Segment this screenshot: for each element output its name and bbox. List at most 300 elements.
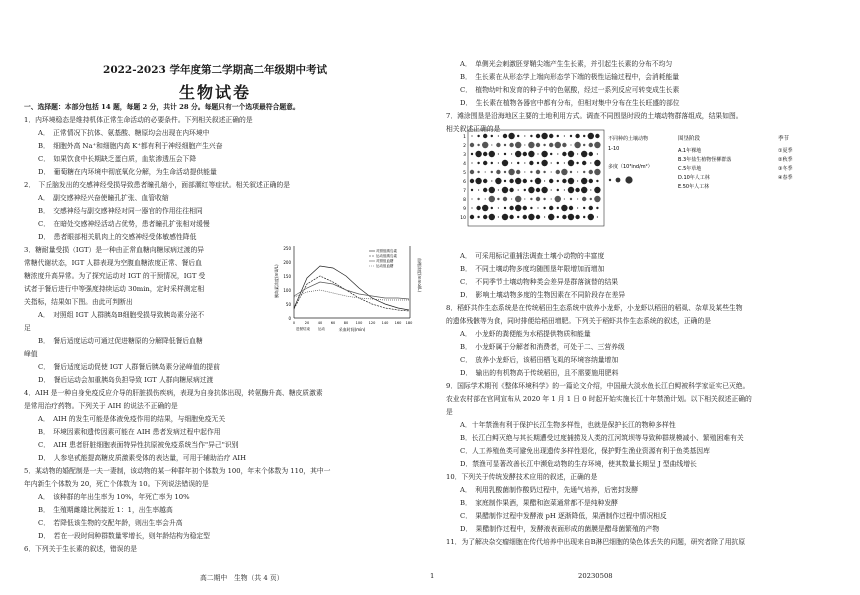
question-stem: 试者于餐后进行中等强度持续运动 30min，定时采样测定相 bbox=[24, 285, 205, 293]
fig7-bubble bbox=[511, 162, 512, 163]
fig7-bubble bbox=[515, 178, 521, 184]
fig7-row-label: 3 bbox=[463, 153, 466, 158]
fig7-row-label: 7 bbox=[463, 189, 466, 194]
option-line: C． 植物幼叶和发育的种子中的色氨酸，经过一系列反应可转变成生长素 bbox=[460, 86, 680, 94]
fig7-bubble bbox=[595, 134, 599, 138]
fig7-bubble bbox=[583, 207, 585, 209]
fig7-density-label: 多度（10³ind/m²） bbox=[608, 164, 653, 170]
fig7-bubble bbox=[576, 162, 578, 164]
fig7-bubble bbox=[590, 189, 591, 190]
footer-left: 高二期中 生物（共 4 页） bbox=[200, 574, 284, 582]
fig7-bubble bbox=[517, 216, 519, 218]
fig7-bubble bbox=[515, 151, 521, 157]
soil-fauna-figure bbox=[460, 128, 838, 248]
fig7-bubble bbox=[502, 160, 508, 166]
option-line: C．人工养殖鱼类可避免出现遗传多样性退化，保护野生渔业资源有利于鱼类基因库 bbox=[460, 447, 710, 455]
option-line: A． 单侧光会刺激胚芽鞘尖端产生生长素，并引起生长素的分布不均匀 bbox=[460, 60, 673, 68]
fig7-bubble bbox=[589, 179, 593, 183]
fig7-bubble bbox=[529, 161, 533, 165]
option-line: B． 细胞外高 Na⁺和细胞内高 K⁺都有利于神经细胞产生兴奋 bbox=[38, 142, 223, 150]
question-stem: 8．稻虾共作生态系统是在传统稻田生态系统中放养小龙虾，小龙虾以稻田的稻虱、杂草及某些生物 bbox=[446, 304, 743, 312]
question-stem: 11．为了解决杂交瘤细胞在传代培养中出现来自B淋巴细胞的染色体丢失的问题，研究者除了用抗原 bbox=[446, 538, 746, 546]
date-code: 20230508 bbox=[578, 572, 613, 580]
fig7-size-legend-dot bbox=[625, 176, 632, 183]
question-stem: 糖浓度升高异常。为了探究运动对 IGT 的干预情况，IGT 受 bbox=[24, 272, 206, 280]
fig7-stage: A.1年裸地 bbox=[678, 148, 702, 154]
fig7-size-legend-dot bbox=[609, 179, 611, 181]
fig7-bubble bbox=[594, 196, 600, 202]
fig7-bubble bbox=[583, 135, 585, 137]
option-line: A． 小龙虾的粪便能为水稻提供物质和能量 bbox=[460, 330, 591, 338]
option-line: C． 若降低该生物的交配年龄，则出生率会升高 bbox=[38, 519, 183, 527]
fig7-bubble bbox=[597, 153, 598, 154]
option-line: B． 交感神经与副交感神经对同一器官的作用往往相同 bbox=[38, 207, 203, 215]
subject-title: 生物试卷 bbox=[178, 83, 251, 102]
fig7-bubble bbox=[518, 189, 519, 190]
fig7-bubble bbox=[471, 189, 473, 191]
fig7-bubble bbox=[530, 171, 532, 173]
fig7-bubble bbox=[568, 187, 574, 193]
fig7-bubble bbox=[498, 153, 499, 154]
fig7-bubble bbox=[588, 133, 594, 139]
fig3-ytick: 150 bbox=[283, 274, 291, 279]
fig7-bubble bbox=[568, 214, 574, 220]
fig7-row-label: 8 bbox=[463, 198, 466, 203]
fig7-bubble bbox=[477, 216, 479, 218]
fig7-bubble bbox=[502, 187, 508, 193]
fig7-bubble bbox=[489, 196, 495, 202]
fig7-bubble bbox=[549, 206, 553, 210]
fig3-ylabel: 胰岛素浓度(mU/L) bbox=[274, 264, 279, 298]
fig7-bubble bbox=[495, 178, 501, 184]
fig7-bubble bbox=[575, 134, 579, 138]
fig7-bubble bbox=[524, 189, 526, 191]
question-stem: 3．糖耐量受损（IGT）是一种由正常血糖向糖尿病过渡的异 bbox=[24, 246, 205, 254]
fig7-bubble bbox=[530, 135, 532, 137]
fig7-season: ④春季 bbox=[778, 175, 793, 181]
fig7-bubble bbox=[516, 170, 520, 174]
fig7-bubble bbox=[537, 162, 539, 164]
fig7-bubble bbox=[548, 214, 554, 220]
fig7-bubble bbox=[503, 197, 507, 201]
question-stem: 6．下列关于生长素的叙述，错误的是 bbox=[24, 545, 138, 553]
option-line: C． 放养小龙虾后，该稻田栖飞虱的环境容纳量增加 bbox=[460, 356, 619, 364]
fig7-bubble bbox=[594, 187, 600, 193]
fig7-bubble bbox=[509, 188, 513, 192]
fig7-bubble bbox=[530, 207, 532, 209]
fig7-season-header: 季节 bbox=[778, 136, 790, 142]
fig7-bubble bbox=[504, 180, 506, 182]
question-stem: 7．滩涂围垦是沿海地区主要的土地利用方式。调查不同围垦时段的土壤动物群落组成，结果如图。 bbox=[446, 112, 743, 120]
fig7-bubble bbox=[583, 216, 585, 218]
fig7-bubble bbox=[524, 198, 525, 199]
fig7-bubble bbox=[557, 180, 559, 182]
fig7-bubble bbox=[541, 187, 547, 193]
exam-title: 2022-2023 学年度第二学期高二年级期中考试 bbox=[103, 64, 327, 76]
fig7-bubble bbox=[528, 214, 534, 220]
question-stem: 1．内环境稳态是维持机体正常生命活动的必要条件。下列相关叙述正确的是 bbox=[24, 116, 253, 124]
fig7-bubble bbox=[471, 153, 473, 155]
fig7-bubble bbox=[511, 153, 512, 154]
fig7-bubble bbox=[482, 205, 488, 211]
fig7-bubble bbox=[491, 144, 492, 145]
fig7-bubble bbox=[477, 144, 479, 146]
question-stem: 年内新生个体数为 20，死亡个体数为 10。下列说法错误的是 bbox=[24, 480, 209, 488]
fig7-season: ②秋季 bbox=[778, 157, 793, 163]
section-heading: 一、选择题：本部分包括 14 题，每题 2 分，共计 28 分。每题只有一个选项最符合题意。 bbox=[24, 103, 300, 111]
fig7-bubble bbox=[544, 180, 545, 181]
fig7-bubble bbox=[470, 215, 474, 219]
fig7-bubble bbox=[536, 215, 540, 219]
fig7-bubble bbox=[483, 215, 487, 219]
fig3-xtick: 60 bbox=[330, 321, 336, 325]
fig7-bubble bbox=[568, 151, 574, 157]
question-stem: 9．国际学术期刊《整体环境科学》的一篇论文介绍，中国最大淡水鱼长江白鲟被科学家证实已灭绝。 bbox=[446, 382, 750, 390]
option-line: C． AIH 患者肝脏细胞表面特异性抗原被免疫系统当作"异己"识别 bbox=[38, 441, 239, 449]
glucose-insulin-figure bbox=[272, 238, 422, 338]
fig7-bubble bbox=[508, 133, 514, 139]
option-line: D． 生长素在植物各器官中都有分布，但相对集中分布在生长旺盛的部位 bbox=[460, 99, 680, 107]
fig7-bubble bbox=[536, 143, 540, 147]
fig7-bubble bbox=[477, 135, 479, 137]
fig7-bubble bbox=[575, 215, 579, 219]
fig7-bubble bbox=[515, 205, 521, 211]
fig3-xtick: 120 bbox=[368, 321, 376, 325]
fig7-bubble bbox=[537, 207, 538, 208]
fig7-bubble bbox=[561, 169, 567, 175]
question-stem: 2． 下丘脑发出的交感神经受损导致患者瞳孔缩小，面部潮红等症状。相关叙述正确的是 bbox=[24, 181, 291, 189]
fig7-bubble bbox=[569, 206, 573, 210]
fig7-bubble bbox=[570, 171, 572, 173]
fig7-bubble bbox=[561, 205, 567, 211]
fig7-bubble bbox=[504, 144, 506, 146]
fig7-bubble bbox=[577, 180, 578, 181]
fig7-bubble bbox=[523, 215, 527, 219]
fig7-header-left: 不同种的土壤动物 bbox=[608, 136, 649, 142]
fig7-bubble bbox=[570, 135, 572, 137]
fig7-row-label: 4 bbox=[463, 162, 466, 167]
option-line: B． 环境因素和遗传因素可能在 AIH 患者发病过程中起作用 bbox=[38, 428, 221, 436]
fig7-size-legend-dot bbox=[616, 178, 621, 183]
fig7-bubble bbox=[562, 152, 566, 156]
fig3-legend-item: 对照组胰岛素 bbox=[376, 249, 397, 253]
fig7-bubble bbox=[570, 144, 571, 145]
fig7-bubble bbox=[564, 198, 565, 199]
fig7-bubble bbox=[470, 143, 474, 147]
question-stem: 农业农村部在官网宣布从 2020 年 1 月 1 日 0 时起开始实施长江十年禁渔计划。以下相关叙述正确的 bbox=[446, 395, 752, 403]
fig7-bubble bbox=[478, 189, 479, 190]
fig7-bubble bbox=[483, 134, 487, 138]
option-line: B．长江白鲟灭绝与其长期遭受过度捕捞及人类的江河筑坝等导致种群规模减小、繁殖困难有关 bbox=[460, 434, 744, 442]
fig7-row-label: 2 bbox=[463, 144, 466, 149]
option-line: D． 输出的有机物高于传统稻田，且不需要施用肥料 bbox=[460, 369, 619, 377]
fig7-bubble bbox=[589, 152, 593, 156]
fig7-header-range: 1-10 bbox=[608, 146, 620, 152]
option-line: A．十年禁渔有利于保护长江生物多样性，也就是保护长江的物种多样性 bbox=[460, 421, 676, 429]
fig7-bubble bbox=[562, 143, 566, 147]
fig3-xtick: 100 bbox=[355, 321, 363, 325]
fig7-bubble bbox=[594, 142, 600, 148]
fig7-bubble bbox=[536, 188, 540, 192]
option-line: D． 若在一段时间种群数量零增长，则年龄结构为稳定型 bbox=[38, 532, 210, 540]
fig7-bubble bbox=[504, 171, 506, 173]
fig7-bubble bbox=[491, 180, 492, 181]
fig7-bubble bbox=[590, 198, 592, 200]
fig7-stage: B.3年盐生植物怪柳群落 bbox=[678, 157, 732, 163]
fig7-bubble bbox=[543, 198, 545, 200]
fig7-bubble bbox=[594, 169, 600, 175]
fig7-bubble bbox=[498, 207, 499, 208]
fig7-bubble bbox=[517, 162, 519, 164]
fig7-bubble bbox=[597, 216, 598, 217]
fig7-bubble bbox=[530, 198, 532, 200]
option-line: D． 葡萄糖在内环境中彻底氧化分解，为生命活动提供能量 bbox=[38, 168, 217, 176]
option-line: A． 可采用标记重捕法调查土壤小动物的丰富度 bbox=[460, 252, 605, 260]
fig7-bubble bbox=[551, 189, 552, 190]
fig3-y2label: 血糖浓度(mmol/L) bbox=[417, 258, 422, 293]
fig7-bubble bbox=[568, 178, 574, 184]
fig7-bubble bbox=[594, 160, 600, 166]
fig3-xtick: 40 bbox=[317, 321, 323, 325]
fig7-bubble bbox=[491, 135, 493, 137]
fig3-legend-item: 运动组血糖 bbox=[376, 264, 394, 268]
fig7-bubble bbox=[582, 197, 586, 201]
fig7-bubble bbox=[470, 170, 474, 174]
fig7-bubble bbox=[536, 197, 540, 201]
fig3-legend-item: 对照组血糖 bbox=[376, 259, 394, 263]
question-stem: 10．下列关于传统发酵技术应用的叙述，正确的是 bbox=[446, 473, 598, 481]
option-line: A． 该种群的年出生率为 10%，年死亡率为 10% bbox=[38, 493, 190, 501]
fig7-bubble bbox=[557, 162, 559, 164]
option-line: A． 正常情况下抗体、氨基酸、糖原均会出现在内环境中 bbox=[38, 129, 210, 137]
fig7-bubble bbox=[509, 206, 513, 210]
fig3-legend-item: 运动组胰岛素 bbox=[376, 254, 397, 258]
fig7-bubble bbox=[517, 135, 519, 137]
option-line: D． 影响土壤动物多度的生物因素在不同阶段存在差异 bbox=[460, 291, 626, 299]
fig7-bubble bbox=[470, 179, 474, 183]
fig7-bubble bbox=[557, 207, 559, 209]
fig7-bubble bbox=[482, 142, 488, 148]
option-line: C． 果醋制作过程中发酵液 pH 逐渐降低，果酒制作过程中情况相反 bbox=[460, 512, 667, 520]
fig3-xtick: 0 bbox=[292, 321, 296, 325]
fig7-bubble bbox=[509, 179, 513, 183]
fig7-bubble bbox=[471, 198, 472, 199]
fig7-bubble bbox=[524, 162, 525, 163]
fig7-bubble bbox=[485, 198, 486, 199]
option-line: 足 bbox=[24, 324, 31, 332]
fig7-bubble bbox=[491, 207, 493, 209]
fig7-bubble bbox=[491, 171, 493, 173]
fig7-bubble bbox=[543, 144, 545, 146]
fig7-bubble bbox=[491, 162, 493, 164]
fig3-xtick: 20 bbox=[304, 321, 310, 325]
fig7-bubble bbox=[543, 171, 545, 173]
fig7-bubble bbox=[583, 171, 585, 173]
fig7-bubble bbox=[489, 187, 495, 193]
fig7-bubble bbox=[498, 162, 499, 163]
fig7-bubble bbox=[551, 171, 552, 172]
fig7-stage: C.5年草地 bbox=[678, 166, 702, 172]
fig7-bubble bbox=[557, 216, 559, 218]
fig7-bubble bbox=[555, 196, 561, 202]
fig7-bubble bbox=[528, 151, 534, 157]
fig7-bubble bbox=[562, 215, 566, 219]
fig7-bubble bbox=[524, 144, 525, 145]
fig7-bubble bbox=[568, 160, 574, 166]
option-line: A． AIH 的发生可能是体液免疫作用的结果，与细胞免疫无关 bbox=[38, 415, 226, 423]
fig7-bubble bbox=[557, 135, 559, 137]
fig7-bubble bbox=[557, 189, 559, 191]
fig7-bubble bbox=[575, 188, 579, 192]
option-line: C． 如果饮食中长期缺乏蛋白质，血浆渗透压会下降 bbox=[38, 155, 197, 163]
fig7-bubble bbox=[589, 143, 593, 147]
fig7-stage: D.10年人工林 bbox=[678, 175, 710, 181]
fig7-bubble bbox=[504, 153, 506, 155]
fig7-bubble bbox=[562, 179, 566, 183]
fig3-xtick: 160 bbox=[394, 321, 402, 325]
fig7-row-label: 1 bbox=[463, 135, 466, 140]
fig3-xlabel: 采血时间(min) bbox=[338, 327, 366, 332]
option-line: B． 不同土壤动物多度均随围垦年限增加而增加 bbox=[460, 265, 605, 273]
fig7-bubble bbox=[582, 161, 586, 165]
fig7-bubble bbox=[509, 143, 513, 147]
fig7-bubble bbox=[483, 179, 487, 183]
option-line: B． 生殖期雌雄比例接近 1：1，出生率越高 bbox=[38, 506, 173, 514]
fig7-bubble bbox=[577, 207, 578, 208]
fig7-stage-header: 围垦阶段 bbox=[678, 136, 701, 142]
fig7-bubble bbox=[497, 198, 499, 200]
fig3-series-line bbox=[294, 266, 409, 310]
option-line: A． 对照组 IGT 人群胰岛B细胞受损导致胰岛素分泌不 bbox=[38, 311, 205, 319]
option-line: C． 在暗处交感神经活动占优势，患者瞳孔扩张相对缓慢 bbox=[38, 220, 210, 228]
fig3-ytick: 50 bbox=[285, 302, 291, 307]
fig3-xtick: 80 bbox=[343, 321, 349, 325]
question-stem: 相关叙述正确的是 bbox=[446, 125, 501, 133]
fig7-bubble bbox=[541, 133, 547, 139]
fig7-bubble bbox=[549, 179, 553, 183]
fig3-ytick: 200 bbox=[283, 260, 291, 265]
option-line: B． 生长素在从形态学上端向形态学下端的极性运输过程中，会消耗能量 bbox=[460, 73, 680, 81]
fig7-season: ①夏季 bbox=[778, 148, 793, 154]
fig7-bubble bbox=[471, 135, 472, 136]
fig7-bubble bbox=[541, 160, 547, 166]
fig7-row-label: 6 bbox=[463, 180, 466, 185]
option-line: A． 利用乳酸菌制作酸奶过程中，先通气培养，后密封发酵 bbox=[460, 486, 639, 494]
fig7-bubble-grid bbox=[470, 133, 601, 220]
fig7-bubble bbox=[476, 206, 480, 210]
fig7-bubble bbox=[504, 207, 506, 209]
fig3-ytick: 0 bbox=[288, 316, 291, 321]
fig7-bubble bbox=[555, 142, 561, 148]
question-stem: 常糖代谢状态，IGT 人群表现为空腹血糖浓度正常、餐后血 bbox=[24, 259, 202, 267]
fig7-bubble bbox=[524, 171, 525, 172]
fig7-bubble bbox=[543, 207, 545, 209]
fig7-bubble bbox=[550, 153, 552, 155]
fig7-bubble bbox=[588, 214, 594, 220]
fig7-bubble bbox=[581, 178, 587, 184]
fig7-bubble bbox=[589, 170, 593, 174]
fig7-bubble bbox=[537, 153, 538, 154]
fig7-row-label: 5 bbox=[463, 171, 466, 176]
fig7-bubble bbox=[477, 198, 479, 200]
fig3-ytick: 100 bbox=[283, 288, 291, 293]
fig7-bubble bbox=[471, 162, 472, 163]
fig7-bubble bbox=[549, 143, 553, 147]
option-line: C． 不同季节土壤动物种类会差异是群落演替的结果 bbox=[460, 278, 619, 286]
option-line: A． 副交感神经兴奋使瞳孔扩张、血管收缩 bbox=[38, 194, 169, 202]
question-stem: 是常用治疗药物。下列关于 AIH 的说法不正确的是 bbox=[24, 402, 178, 410]
fig7-bubble bbox=[498, 216, 499, 217]
fig3-ytick: 250 bbox=[283, 246, 291, 251]
fig7-row-label: 10 bbox=[460, 216, 466, 221]
fig7-bubble bbox=[471, 207, 472, 208]
fig7-bubble bbox=[523, 206, 527, 210]
question-stem: 4．AIH 是一种自身免疫反应介导的肝脏损伤疾病，表现为自身抗体出现，转氨酶升高、糖皮质激素 bbox=[24, 389, 323, 397]
fig7-bubble bbox=[541, 151, 547, 157]
fig7-bubble bbox=[581, 187, 587, 193]
fig7-bubble bbox=[589, 206, 593, 210]
option-line: B． 家庭制作果酒，果醋和泡菜通常都不是纯种发酵 bbox=[460, 499, 618, 507]
fig7-bubble bbox=[590, 162, 591, 163]
option-line: B． 小龙虾属于分解者和消费者，可处于二、三营养级 bbox=[460, 343, 625, 351]
fig7-bubble bbox=[498, 189, 499, 190]
fig7-bubble bbox=[528, 142, 534, 148]
fig7-bubble bbox=[503, 134, 507, 138]
question-stem: 的遗体残骸等为食，同时排便给稻田增肥。下列关于稻虾共作生态系统的叙述，正确的是 bbox=[446, 317, 712, 325]
fig7-bubble bbox=[581, 151, 587, 157]
fig7-stage: E.50年人工林 bbox=[678, 184, 710, 190]
fig7-bubble bbox=[515, 196, 521, 202]
question-stem: 是 bbox=[446, 408, 453, 416]
fig7-bubble bbox=[483, 188, 487, 192]
fig7-bubble bbox=[483, 161, 487, 165]
fig7-bubble bbox=[564, 135, 565, 136]
fig7-bubble bbox=[536, 134, 540, 138]
fig7-bubble bbox=[515, 142, 521, 148]
option-line: D． 患者眼部相关肌肉上的交感神经受体敏感性降低 bbox=[38, 233, 197, 241]
fig7-bubble bbox=[574, 142, 580, 148]
fig3-annotation: 进餐结束 bbox=[296, 327, 310, 331]
option-line: B． 餐后适度运动可通过促进糖原的分解降低餐后血糖 bbox=[38, 337, 203, 345]
option-line: D． 人参皂甙能提高糖皮质激素受体的表达量，可用于辅助治疗 AIH bbox=[38, 454, 247, 462]
fig7-bubble bbox=[528, 187, 534, 193]
fig7-bubble bbox=[577, 198, 578, 199]
fig7-bubble bbox=[551, 162, 552, 163]
fig7-bubble bbox=[549, 134, 553, 138]
fig3-series-line bbox=[294, 282, 409, 299]
fig7-bubble bbox=[508, 169, 514, 175]
fig3-xtick: 140 bbox=[381, 321, 389, 325]
fig7-bubble bbox=[489, 151, 495, 157]
fig7-season: ③冬季 bbox=[778, 166, 793, 172]
page-number: 1 bbox=[430, 572, 435, 580]
fig7-row-label: 9 bbox=[463, 207, 466, 212]
fig7-bubble bbox=[564, 189, 565, 190]
fig7-bubble bbox=[544, 216, 545, 217]
fig7-bubble bbox=[483, 152, 487, 156]
fig7-bubble bbox=[509, 215, 513, 219]
fig7-bubble bbox=[523, 152, 527, 156]
fig7-bubble bbox=[570, 198, 572, 200]
fig7-bubble bbox=[502, 214, 508, 220]
fig7-bubble bbox=[477, 171, 479, 173]
fig7-bubble bbox=[577, 153, 578, 154]
question-stem: 关指标，结果如下图。由此可判断出 bbox=[24, 298, 133, 306]
fig7-bubble bbox=[523, 179, 527, 183]
fig3-annotation: 运动 bbox=[318, 327, 325, 331]
fig7-bubble bbox=[475, 178, 481, 184]
fig7-bubble bbox=[556, 170, 560, 174]
